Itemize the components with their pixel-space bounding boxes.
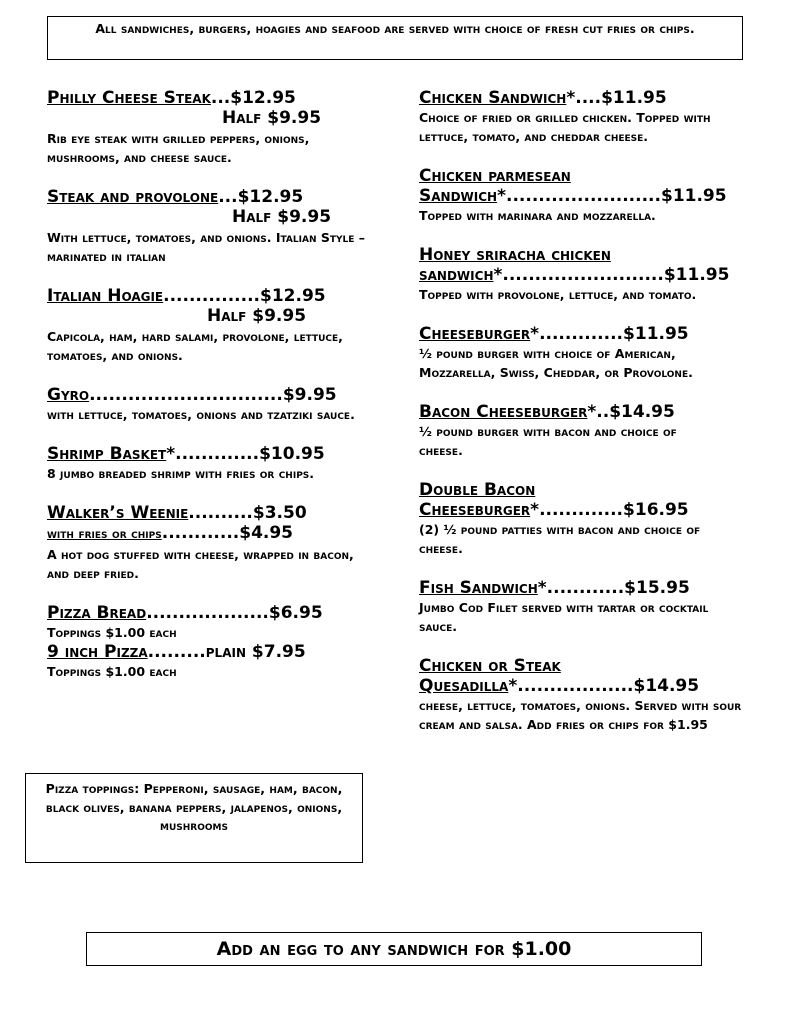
menu-item-quesadilla xyxy=(419,656,759,734)
item-name: Bacon Cheeseburger xyxy=(419,402,588,422)
leader-dots: ... xyxy=(218,187,238,207)
asterisk: * xyxy=(508,676,518,696)
item-name: Walker’s Weenie xyxy=(47,503,189,523)
menu-item-walkers-weenie xyxy=(47,503,377,583)
item-price: $3.50 xyxy=(252,503,307,523)
item-description: (2) ½ pound patties with bacon and choice of cheese. xyxy=(419,522,701,556)
item-price: $11.95 xyxy=(663,265,730,285)
item-name: Sandwich xyxy=(419,186,498,206)
item-title xyxy=(47,286,377,306)
item-title xyxy=(47,603,377,623)
item-title-line-2 xyxy=(419,265,759,285)
leader-dots: ............. xyxy=(175,444,260,464)
item-title xyxy=(47,187,377,207)
item-title xyxy=(47,503,377,523)
item-title xyxy=(419,88,759,108)
menu-item-9-inch-pizza xyxy=(47,642,377,681)
item-price: $11.95 xyxy=(660,186,727,206)
item-title xyxy=(47,642,377,662)
half-price: Half $9.95 xyxy=(232,207,332,227)
leader-dots: .... xyxy=(575,88,602,108)
menu-item-bacon-cheeseburger xyxy=(419,402,759,460)
half-price: Half $9.95 xyxy=(222,108,322,128)
item-name: Shrimp Basket xyxy=(47,444,167,464)
item-title-line-1 xyxy=(419,480,759,500)
item-name: Double Bacon xyxy=(419,480,536,500)
item-name: Cheeseburger xyxy=(419,500,531,520)
left-menu-column xyxy=(47,88,377,701)
menu-item-italian-hoagie xyxy=(47,286,377,365)
item-price: $11.95 xyxy=(623,324,689,344)
item-description: Topped with provolone, lettuce, and tomato. xyxy=(419,287,697,302)
item-title-line-2 xyxy=(419,676,759,696)
item-title-line-1 xyxy=(419,245,759,265)
asterisk: * xyxy=(497,186,506,206)
leader-dots: .................. xyxy=(517,676,634,696)
item-title xyxy=(47,385,377,405)
item-name: Gyro xyxy=(47,385,90,405)
item-name: Honey sriracha chicken xyxy=(419,245,611,265)
menu-item-pizza-bread xyxy=(47,603,377,642)
item-name: Chicken Sandwich xyxy=(419,88,567,108)
item-description: Rib eye steak with grilled peppers, onions, mushrooms, and cheese sauce. xyxy=(47,131,310,165)
leader-dots: ............... xyxy=(163,286,261,306)
leader-dots: ............ xyxy=(161,523,240,543)
leader-dots: ........................ xyxy=(505,186,661,206)
item-price: $10.95 xyxy=(259,444,325,464)
leader-dots: ............ xyxy=(546,578,625,598)
asterisk: * xyxy=(530,500,540,520)
asterisk: * xyxy=(537,578,547,598)
item-name: Pizza Bread xyxy=(47,603,147,623)
leader-dots: ............. xyxy=(539,324,624,344)
item-price: $12.95 xyxy=(237,187,304,207)
menu-item-double-bacon xyxy=(419,480,759,558)
item-title xyxy=(47,444,377,464)
menu-item-honey-sriracha xyxy=(419,245,759,304)
item-title xyxy=(419,578,759,598)
pizza-toppings-box: Pizza toppings: Pepperoni, sausage, ham, bacon, black olives, banana peppers, jalapenos, onions, mushrooms xyxy=(25,773,363,863)
asterisk: * xyxy=(587,402,597,422)
item-description: Toppings $1.00 each xyxy=(47,625,177,640)
menu-item-shrimp-basket xyxy=(47,444,377,483)
egg-notice: Add an egg to any sandwich for $1.00 xyxy=(86,932,702,966)
item-price: $12.95 xyxy=(260,286,326,306)
item-sub-option xyxy=(47,523,377,545)
item-price: $14.95 xyxy=(609,402,675,422)
item-description: 8 jumbo breaded shrimp with fries or chips. xyxy=(47,466,315,481)
asterisk: * xyxy=(566,88,576,108)
item-description: Choice of fried or grilled chicken. Topped with lettuce, tomato, and cheddar cheese. xyxy=(419,110,711,144)
item-name: sandwich xyxy=(419,265,494,285)
leader-dots: ................... xyxy=(146,603,269,623)
menu-item-chicken-sandwich xyxy=(419,88,759,146)
item-description: With lettuce, tomatoes, and onions. Italian Style – marinated in italian xyxy=(47,230,365,264)
top-notice: All sandwiches, burgers, hoagies and seafood are served with choice of fresh cut fries or chips. xyxy=(47,16,743,60)
item-name: Fish Sandwich xyxy=(419,578,538,598)
menu-item-gyro xyxy=(47,385,377,424)
item-name: 9 inch Pizza xyxy=(47,642,148,662)
menu-item-philly xyxy=(47,88,377,167)
leader-dots: ......... xyxy=(147,642,206,662)
item-title-line-2 xyxy=(419,500,759,520)
item-name: Steak and provolone xyxy=(47,187,219,207)
item-title-line-1 xyxy=(419,656,759,676)
asterisk: * xyxy=(166,444,176,464)
item-price: $6.95 xyxy=(268,603,323,623)
item-title-line-2 xyxy=(419,186,759,206)
item-description: Toppings $1.00 each xyxy=(47,664,177,679)
item-description: ½ pound burger with choice of American, Mozzarella, Swiss, Cheddar, or Provolone. xyxy=(419,346,693,380)
sub-option-name: with fries or chips xyxy=(47,527,162,542)
item-price: $15.95 xyxy=(624,578,690,598)
item-title-line-1 xyxy=(419,166,759,186)
item-description: with lettuce, tomatoes, onions and tzatziki sauce. xyxy=(47,407,355,422)
item-name: Italian Hoagie xyxy=(47,286,164,306)
asterisk: * xyxy=(530,324,540,344)
leader-dots: .......... xyxy=(188,503,253,523)
leader-dots: ... xyxy=(210,88,231,108)
item-price: $16.95 xyxy=(623,500,689,520)
item-name: Cheeseburger xyxy=(419,324,531,344)
item-price: $14.95 xyxy=(633,676,700,696)
item-description: A hot dog stuffed with cheese, wrapped in bacon, and deep fried. xyxy=(47,547,354,581)
item-price: plain $7.95 xyxy=(205,642,306,662)
item-description: Capicola, ham, hard salami, provolone, lettuce, tomatoes, and onions. xyxy=(47,329,343,363)
item-price: $12.95 xyxy=(230,88,296,108)
item-price: $9.95 xyxy=(282,385,337,405)
item-description: cheese, lettuce, tomatoes, onions. Served with sour cream and salsa. Add fries or chips for $1.95 xyxy=(419,698,742,732)
half-price: Half $9.95 xyxy=(207,306,307,326)
item-title xyxy=(419,402,759,422)
item-name: Chicken or Steak xyxy=(419,656,561,676)
item-description: Topped with marinara and mozzarella. xyxy=(419,208,656,223)
leader-dots: .. xyxy=(596,402,610,422)
item-description: ½ pound burger with bacon and choice of cheese. xyxy=(419,424,677,458)
sub-option-price: $4.95 xyxy=(239,523,294,543)
menu-item-cheeseburger xyxy=(419,324,759,382)
leader-dots: ......................... xyxy=(502,265,664,285)
item-description: Jumbo Cod Filet served with tartar or cocktail sauce. xyxy=(419,600,709,634)
item-title xyxy=(419,324,759,344)
leader-dots: .............................. xyxy=(89,385,283,405)
leader-dots: ............. xyxy=(539,500,624,520)
item-title xyxy=(47,88,377,108)
right-menu-column xyxy=(419,88,759,754)
item-price: $11.95 xyxy=(601,88,667,108)
menu-item-fish-sandwich xyxy=(419,578,759,636)
asterisk: * xyxy=(493,265,503,285)
menu-item-steak-provolone xyxy=(47,187,377,266)
item-name: Philly Cheese Steak xyxy=(47,88,211,108)
menu-item-chicken-parmesean xyxy=(419,166,759,225)
item-name: Quesadilla xyxy=(419,676,509,696)
item-name: Chicken parmesean xyxy=(419,166,571,186)
